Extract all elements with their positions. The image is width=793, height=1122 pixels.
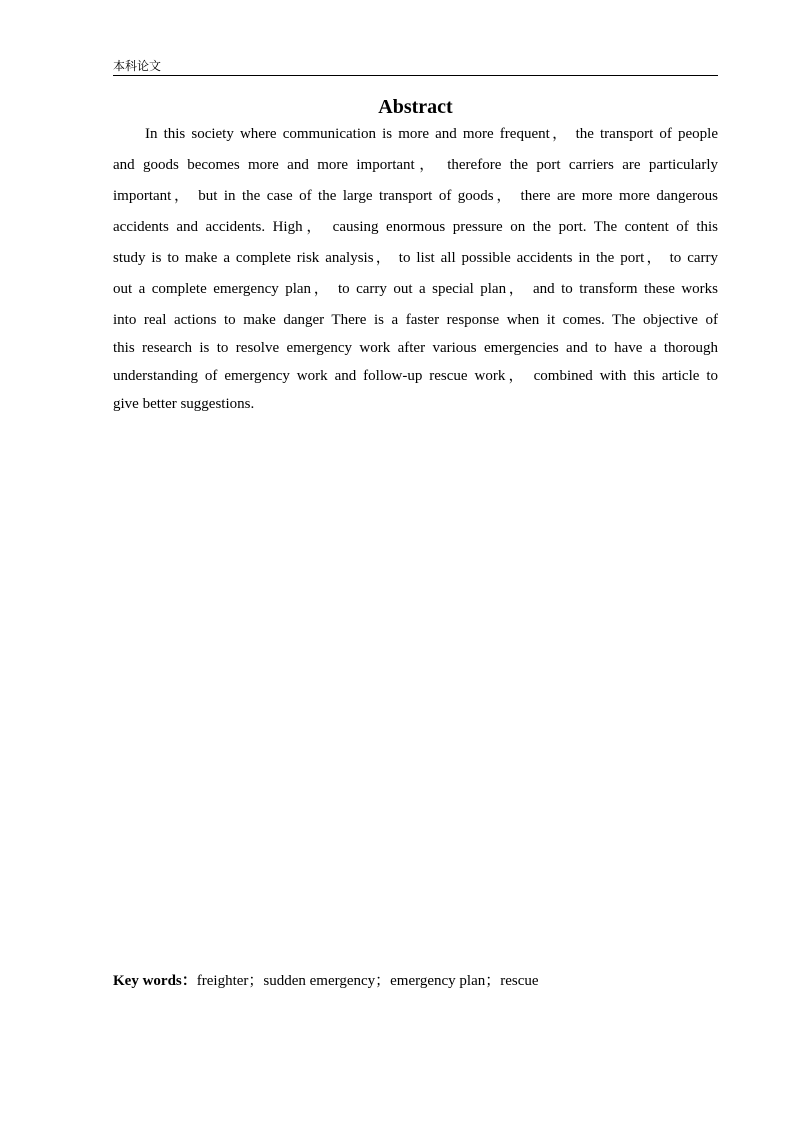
keywords-label: Key words： — [113, 973, 197, 989]
abstract-line: study is to make a complete risk analysis， to list all possible accidents in the port， to carry — [113, 250, 718, 266]
abstract-title: Abstract — [378, 96, 453, 118]
abstract-line: into real actions to make danger There is a faster response when it comes. The objective of — [113, 312, 718, 328]
abstract-line: give better suggestions. — [113, 396, 255, 412]
header-label: 本科论文 — [113, 59, 162, 73]
keywords — [113, 972, 539, 990]
page-header — [113, 58, 718, 76]
abstract-line: out a complete emergency plan， to carry out a special plan， and to transform these works — [113, 281, 718, 297]
abstract-body — [113, 127, 718, 428]
abstract-line: In this society where communication is more and more frequent， the transport of people — [145, 126, 718, 142]
abstract-line: and goods becomes more and more important， therefore the port carriers are particularly — [113, 157, 718, 173]
abstract-line: this research is to resolve emergency work after various emergencies and to have a thorough — [113, 340, 718, 356]
abstract-line: important， but in the case of the large transport of goods， there are more more dangerous — [113, 188, 718, 204]
keywords-value: freighter；sudden emergency；emergency plan；rescue — [196, 973, 539, 989]
abstract-line: accidents and accidents. High， causing enormous pressure on the port. The content of this — [113, 219, 718, 235]
abstract-line: understanding of emergency work and follow-up rescue work， combined with this article to — [113, 368, 718, 384]
